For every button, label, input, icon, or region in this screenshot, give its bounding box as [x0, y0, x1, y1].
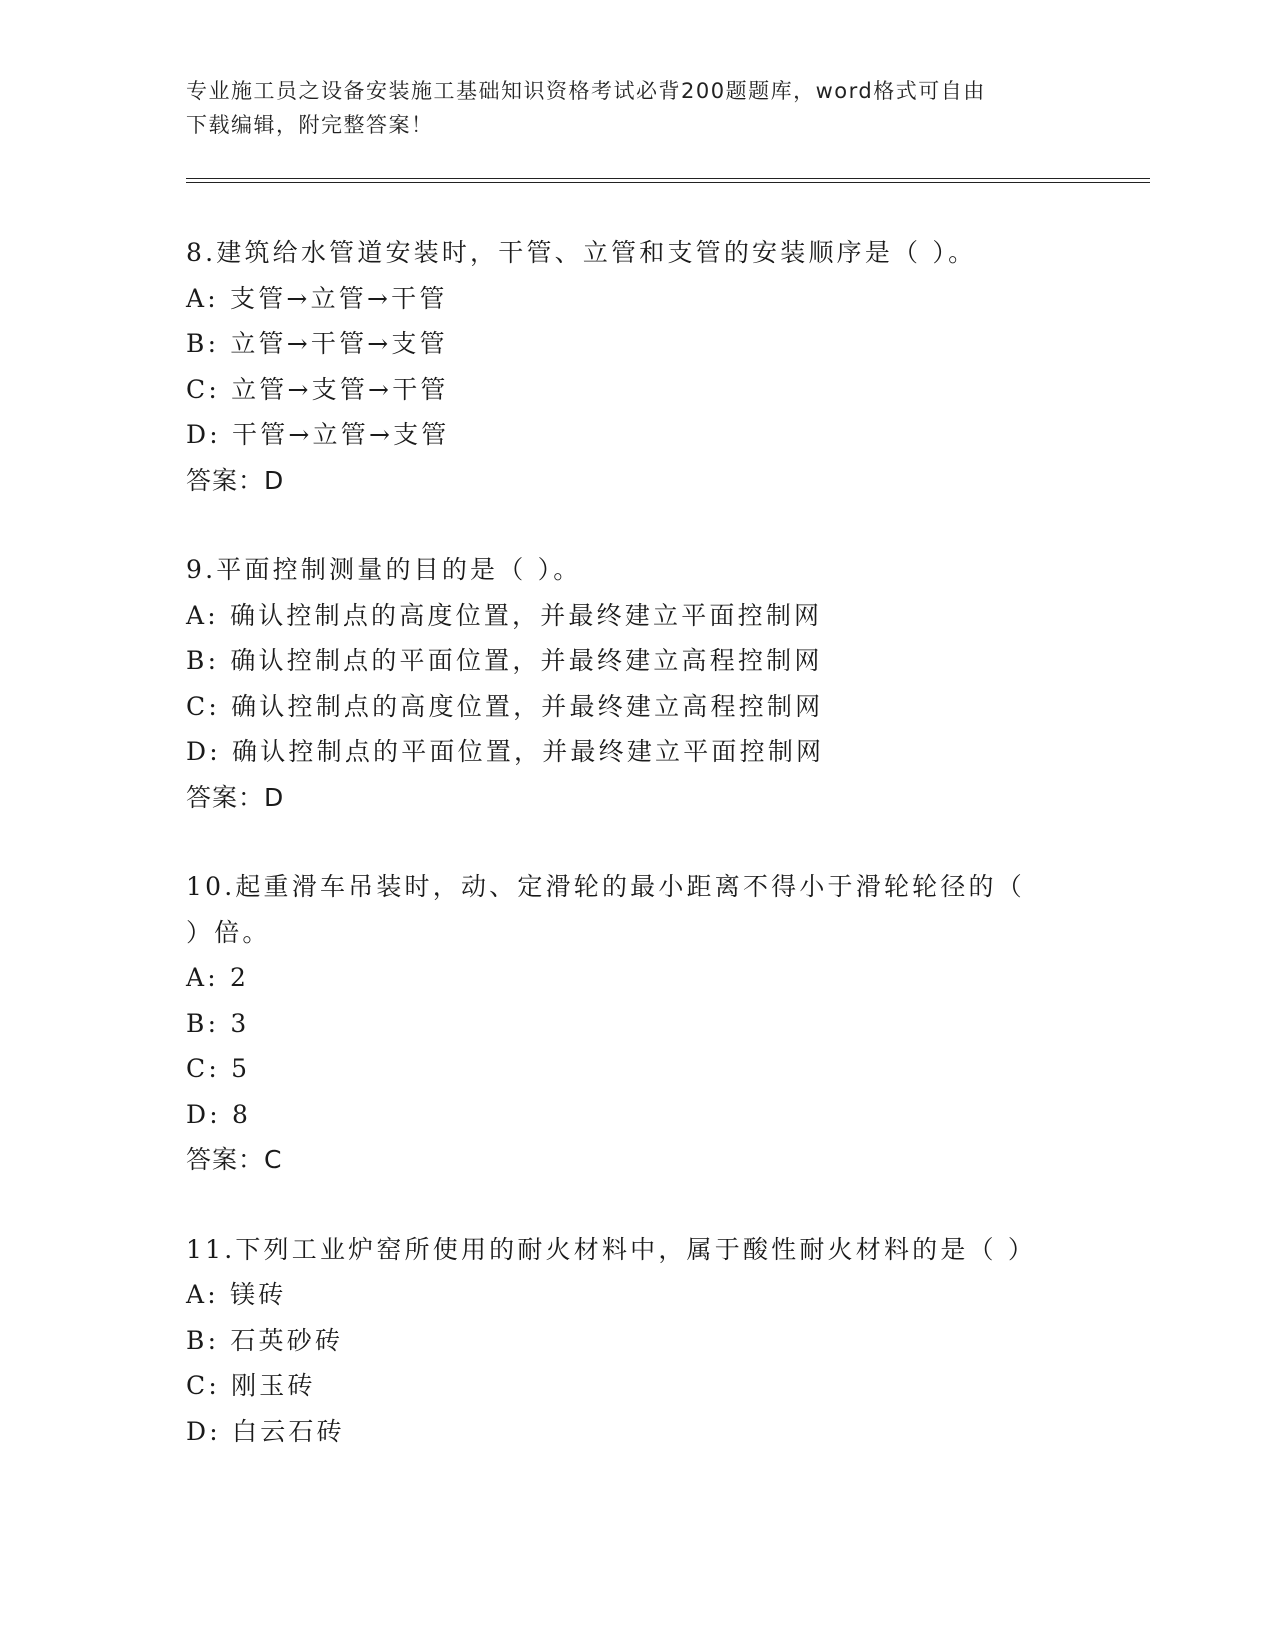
- option-a: A: 2: [186, 963, 250, 992]
- question-9: [186, 547, 1086, 820]
- document-header: [186, 74, 1066, 142]
- option-b: B: 石英砂砖: [186, 1325, 344, 1355]
- option-b: B: 确认控制点的平面位置，并最终建立高程控制网: [186, 646, 823, 675]
- option-d: D: 8: [186, 1099, 252, 1129]
- option-c: C: 立管→支管→干管: [186, 374, 449, 404]
- question-11: [186, 1227, 1086, 1455]
- header-divider-bottom: [186, 182, 1150, 183]
- option-a: A: 确认控制点的高度位置，并最终建立平面控制网: [186, 600, 823, 630]
- option-a: A: 镁砖: [186, 1280, 287, 1309]
- question-stem: 8.建筑给水管道安装时，干管、立管和支管的安装顺序是（ ）。: [186, 238, 977, 267]
- option-d: D: 白云石砖: [186, 1416, 345, 1446]
- question-stem: 9.平面控制测量的目的是（ ）。: [186, 555, 582, 584]
- question-stem-continued: ）倍。: [186, 917, 271, 947]
- answer-line: 答案：D: [186, 465, 285, 495]
- question-stem: 11.下列工业炉窑所使用的耐火材料中，属于酸性耐火材料的是（ ）: [186, 1234, 1037, 1264]
- answer-line: 答案：C: [186, 1145, 283, 1174]
- question-stem: 10.起重滑车吊装时，动、定滑轮的最小距离不得小于滑轮轮径的（: [186, 872, 1025, 901]
- option-c: C: 5: [186, 1054, 251, 1083]
- header-line-2: 下载编辑，附完整答案！: [186, 113, 434, 137]
- option-c: C: 刚玉砖: [186, 1371, 316, 1400]
- option-d: D: 干管→立管→支管: [186, 420, 450, 449]
- header-line-1: 专业施工员之设备安装施工基础知识资格考试必背200题题库，word格式可自由: [186, 79, 986, 103]
- question-10: [186, 864, 1086, 1183]
- option-b: B: 3: [186, 1008, 250, 1038]
- header-divider-top: [186, 178, 1150, 179]
- option-a: A: 支管→立管→干管: [186, 283, 448, 313]
- answer-line: 答案：D: [186, 782, 285, 812]
- option-d: D: 确认控制点的平面位置，并最终建立平面控制网: [186, 737, 825, 766]
- question-list: [186, 230, 1086, 1454]
- option-b: B: 立管→干管→支管: [186, 329, 448, 358]
- question-8: [186, 230, 1086, 503]
- option-c: C: 确认控制点的高度位置，并最终建立高程控制网: [186, 691, 824, 721]
